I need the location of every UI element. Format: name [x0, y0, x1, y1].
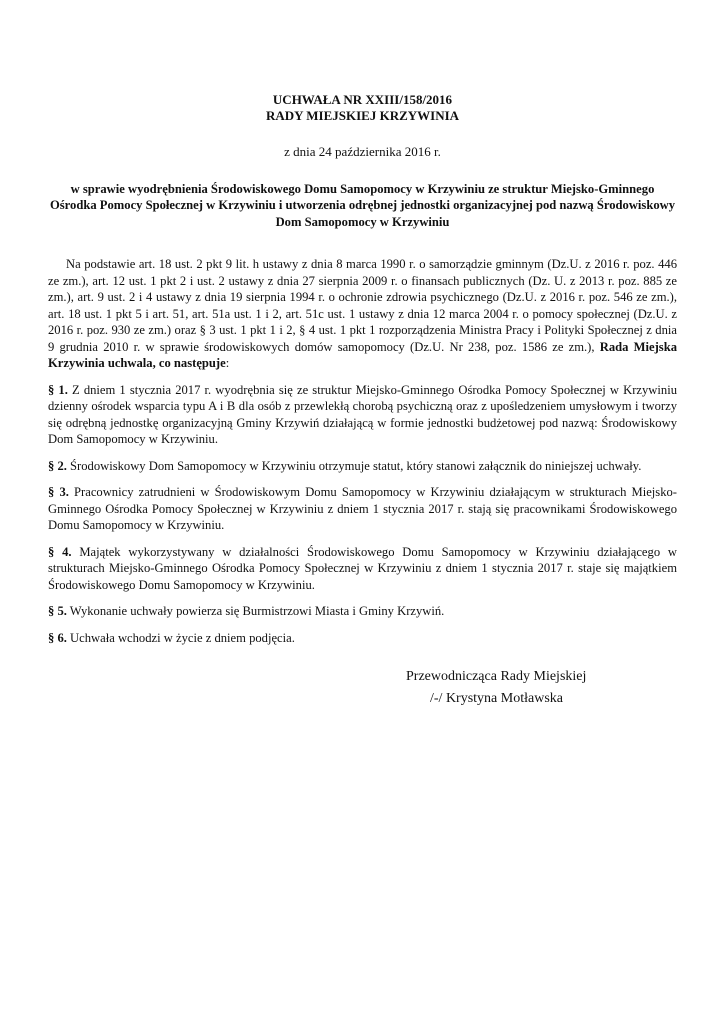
- document-page: [48, 92, 677, 646]
- signature-block: [406, 666, 666, 710]
- signatory-name: /-/ Krystyna Motławska: [430, 691, 563, 706]
- paragraph-3: [48, 484, 677, 534]
- paragraph-text: Majątek wykorzystywany w działalności Środowiskowego Domu Samopomocy w Krzywiniu działającego w strukturach Miejsko-Gminnego Ośrodka Pomocy Społecznej w Krzywiniu z dniem 1 stycznia 2017 r. staje się majątkiem Środowiskowego Domu Samopomocy w Krzywiniu.: [48, 544, 678, 592]
- paragraph-text: Uchwała wchodzi w życie z dniem podjęcia.: [66, 630, 295, 645]
- paragraph-label: § 2.: [48, 458, 67, 473]
- paragraph-4: [48, 544, 677, 594]
- paragraph-label: § 1.: [48, 382, 68, 397]
- preamble-resolution: Rada Miejska Krzywinia uchwala, co następuje: [48, 339, 677, 370]
- paragraph-5: [48, 603, 677, 620]
- preamble: [48, 256, 677, 372]
- preamble-colon: :: [225, 356, 230, 370]
- council-name: RADY MIEJSKIEJ KRZYWINIA: [265, 108, 460, 123]
- signatory-role: Przewodnicząca Rady Miejskiej: [406, 669, 587, 684]
- paragraph-text: Wykonanie uchwały powierza się Burmistrzowi Miasta i Gminy Krzywiń.: [66, 604, 445, 618]
- paragraph-label: § 5.: [48, 604, 67, 618]
- paragraph-label: § 3.: [48, 485, 69, 499]
- resolution-number: UCHWAŁA NR XXIII/158/2016: [272, 92, 453, 107]
- paragraph-2: [48, 458, 677, 475]
- resolution-subject: w sprawie wyodrębnienia Środowiskowego Domu Samopomocy w Krzywiniu ze struktur Miejsko-Gminnego Ośrodka Pomocy Społecznej w Krzywiniu i utworzenia odrębnej jednostki organizacyjnej pod nazwą Środowiskowy Dom Samopomocy w Krzywiniu: [49, 181, 676, 229]
- paragraph-label: § 4.: [48, 544, 72, 559]
- resolution-date: z dnia 24 października 2016 r.: [284, 144, 441, 159]
- paragraph-1: [48, 382, 677, 448]
- paragraph-text: Pracownicy zatrudnieni w Środowiskowym Domu Samopomocy w Krzywiniu działającym w strukturach Miejsko-Gminnego Ośrodka Pomocy Społecznej w Krzywiniu z dniem 1 stycznia 2017 r. stają się pracownikami Środowiskowego Domu Samopomocy w Krzywiniu.: [48, 485, 677, 532]
- paragraph-label: § 6.: [48, 630, 67, 645]
- paragraph-text: Z dniem 1 stycznia 2017 r. wyodrębnia się ze struktur Miejsko-Gminnego Ośrodka Pomocy Społecznej w Krzywiniu dzienny ośrodek wsparcia typu A i B dla osób z przewlekłą chorobą psychiczną oraz z upośledzeniem umysłowym i tworzy się odrębną jednostkę organizacyjną Gminy Krzywiń działającą w formie jednostki budżetowej pod nazwą: Środowiskowy Dom Samopomocy w Krzywiniu.: [48, 382, 677, 446]
- paragraph-6: [48, 630, 677, 647]
- preamble-text: Na podstawie art. 18 ust. 2 pkt 9 lit. h ustawy z dnia 8 marca 1990 r. o samorządzie gminnym (Dz.U. z 2016 r. poz. 446 ze zm.), art. 12 ust. 1 pkt 2 i ust. 2 ustawy z dnia 27 sierpnia 2009 r. o finansach publicznych (Dz. U. z 2013 r. poz. 885 ze zm.), art. 9 ust. 2 i 4 ustawy z dnia 19 sierpnia 1994 r. o ochronie zdrowia psychicznego (Dz.U. z 2016 r. poz. 546 ze zm.), art. 18 ust. 1 pkt 5 i art. 51, art. 51a ust. 1 i 2, art. 51c ust. 1 ustawy z dnia 12 marca 2004 r. o pomocy społecznej (Dz.U. z 2016 r. poz. 930 ze zm.) oraz § 3 ust. 1 pkt 1 i 2, § 4 ust. 1 pkt 1 rozporządzenia Ministra Pracy i Polityki Społecznej z dnia 9 grudnia 2010 r. w sprawie środowiskowych domów samopomocy (Dz.U. Nr 238, poz. 1586 ze zm.),: [48, 257, 677, 354]
- paragraph-text: Środowiskowy Dom Samopomocy w Krzywiniu otrzymuje statut, który stanowi załącznik do niniejszej uchwały.: [66, 458, 642, 473]
